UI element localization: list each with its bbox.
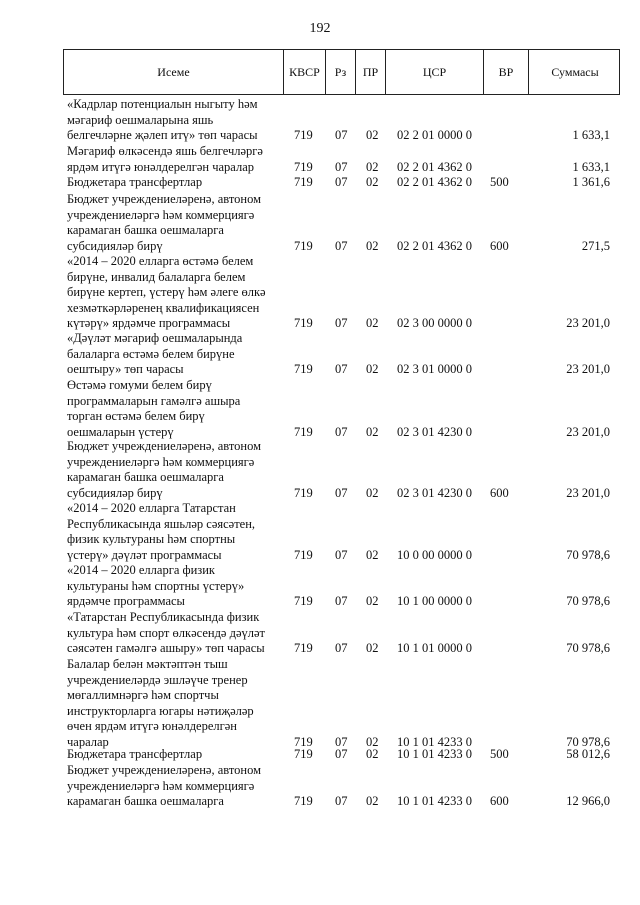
row-kvsr: 719 [294, 794, 313, 808]
row-rz: 07 [335, 485, 348, 500]
row-rz: 07 [335, 547, 348, 562]
row-rz: 07 [335, 316, 348, 330]
row-kvsr: 719 [294, 485, 313, 500]
row-name-line: чаралар [67, 734, 109, 749]
row-name-line: оештыру» төп чарасы [67, 362, 184, 376]
row-csr: 02 2 01 4362 0 [397, 159, 472, 174]
row-name-line: Республикасында яшьләр сәясәтен, [67, 516, 256, 531]
header-vr: ВР [484, 50, 529, 94]
row-name-line: ярдәм итүгә юнәлдерелгән чаралар [67, 159, 255, 174]
row-csr: 02 3 01 0000 0 [397, 362, 472, 376]
row-rz: 07 [335, 128, 348, 142]
row-name-line: Бюджетара трансфертлар [67, 747, 203, 761]
row-sum: 1 633,1 [572, 159, 610, 174]
row-kvsr: 719 [294, 175, 313, 189]
table-header [63, 49, 620, 95]
row-rz: 07 [335, 794, 348, 808]
row-name-line: «2014 – 2020 елларга физик [67, 563, 215, 577]
header-name: Исеме [64, 50, 284, 94]
row-sum: 23 201,0 [566, 362, 610, 376]
row-name [67, 657, 275, 750]
row-name-line: учреждениеләргә һәм коммерциягә [67, 207, 255, 222]
row-pr: 02 [366, 547, 379, 562]
row-csr: 10 1 01 4233 0 [397, 747, 472, 761]
row-pr: 02 [366, 641, 379, 655]
row-vr: 500 [490, 747, 509, 761]
row-name-line: Бюджет учреждениеләренә, автоном [67, 763, 262, 777]
row-name [67, 501, 275, 563]
row-name [67, 144, 275, 175]
row-name-line: торган өстәмә белем бирү [67, 409, 205, 423]
row-pr: 02 [366, 794, 379, 808]
row-csr: 02 3 00 0000 0 [397, 316, 472, 330]
row-name-line: белгечләрне җәлеп итү» төп чарасы [67, 128, 258, 142]
row-name-line: өчен ярдәм итүгә юнәлдерелгән [67, 719, 238, 733]
row-rz: 07 [335, 175, 348, 189]
row-vr: 600 [490, 794, 509, 808]
row-name [67, 192, 275, 254]
row-kvsr: 719 [294, 594, 313, 608]
row-name-line: карамаган башка оешмаларга [67, 794, 224, 808]
row-rz: 07 [335, 641, 348, 655]
row-name-line: Балалар белән мәктәптән тыш [67, 657, 228, 671]
row-vr: 500 [490, 175, 509, 189]
row-name [67, 763, 275, 810]
row-csr: 10 1 00 0000 0 [397, 594, 472, 608]
row-name-line: «2014 – 2020 елларга өстәмә белем [67, 254, 254, 268]
row-name [67, 378, 275, 440]
row-name-line: карамаган башка оешмаларга [67, 223, 224, 237]
row-kvsr: 719 [294, 159, 313, 174]
row-kvsr: 719 [294, 238, 313, 253]
row-name-line: «2014 – 2020 елларга Татарстан [67, 501, 236, 515]
row-kvsr: 719 [294, 424, 313, 439]
row-name-line: инструкторларга югары нәтиҗәләр [67, 703, 254, 718]
row-pr: 02 [366, 734, 379, 749]
header-kvsr: КВСР [284, 50, 326, 94]
row-csr: 02 2 01 0000 0 [397, 128, 472, 142]
row-pr: 02 [366, 175, 379, 189]
row-pr: 02 [366, 316, 379, 330]
row-csr: 10 0 00 0000 0 [397, 547, 472, 562]
row-sum: 1 361,6 [572, 175, 610, 189]
row-name [67, 563, 275, 610]
row-name-line: культураны һәм спортны үстерү» [67, 578, 245, 593]
row-rz: 07 [335, 238, 348, 253]
row-csr: 10 1 01 4233 0 [397, 734, 472, 749]
row-vr: 600 [490, 238, 509, 253]
row-name [67, 97, 275, 144]
row-name-line: үстерү» дәүләт программасы [67, 547, 222, 562]
row-pr: 02 [366, 238, 379, 253]
row-kvsr: 719 [294, 362, 313, 376]
row-rz: 07 [335, 734, 348, 749]
row-name-line: «Кадрлар потенциалын ныгыту һәм [67, 97, 258, 111]
row-name-line: «Татарстан Республикасында физик [67, 610, 260, 624]
row-name-line: Бюджетара трансфертлар [67, 175, 203, 189]
row-name-line: Бюджет учреждениеләренә, автоном [67, 192, 262, 206]
header-rz: Рз [326, 50, 356, 94]
row-name-line: мөгаллимнәргә һәм спортчы [67, 688, 219, 702]
row-pr: 02 [366, 362, 379, 376]
row-name-line: «Дәүләт мәгариф оешмаларында [67, 331, 243, 345]
row-name-line: Өстәмә гомуми белем бирү [67, 378, 212, 392]
row-name [67, 439, 275, 501]
row-sum: 23 201,0 [566, 424, 610, 439]
row-name-line: учреждениеләргә һәм коммерциягә [67, 778, 255, 793]
row-name [67, 254, 275, 332]
row-pr: 02 [366, 594, 379, 608]
row-rz: 07 [335, 362, 348, 376]
row-rz: 07 [335, 747, 348, 761]
row-name-line: учреждениеләргә һәм коммерциягә [67, 454, 255, 469]
row-name-line: бирүне кертеп, үстерү һәм әлеге өлкә [67, 285, 266, 299]
row-csr: 02 3 01 4230 0 [397, 424, 472, 439]
row-sum: 70 978,6 [566, 594, 610, 608]
row-name-line: программаларын гамәлгә ашыра [67, 393, 241, 408]
row-pr: 02 [366, 159, 379, 174]
row-sum: 271,5 [581, 238, 610, 253]
row-name-line: бирүне, инвалид балаларга белем [67, 269, 246, 284]
row-sum: 23 201,0 [566, 485, 610, 500]
page-number: 192 [309, 21, 331, 36]
row-pr: 02 [366, 485, 379, 500]
row-vr: 600 [490, 485, 509, 500]
header-pr: ПР [356, 50, 386, 94]
row-name [67, 175, 275, 191]
row-sum: 70 978,6 [566, 641, 610, 655]
row-name-line: ярдәмче программасы [67, 594, 185, 608]
row-name-line: балаларга өстәмә белем бирүне [67, 346, 235, 361]
row-name [67, 610, 275, 657]
row-name-line: субсидияләр бирү [67, 238, 163, 253]
row-csr: 02 2 01 4362 0 [397, 238, 472, 253]
row-sum: 70 978,6 [566, 734, 610, 749]
row-sum: 70 978,6 [566, 547, 610, 562]
row-name-line: культура һәм спорт өлкәсендә дәүләт [67, 625, 266, 640]
row-name-line: учреждениеләрдә эшләүче тренер [67, 672, 248, 687]
row-name-line: Бюджет учреждениеләренә, автоном [67, 439, 262, 453]
row-pr: 02 [366, 424, 379, 439]
row-sum: 1 633,1 [572, 128, 610, 142]
row-sum: 58 012,6 [566, 747, 610, 761]
row-sum: 12 966,0 [566, 794, 610, 808]
row-pr: 02 [366, 128, 379, 142]
row-name-line: сәясәтен гамәлгә ашыру» төп чарасы [67, 641, 265, 655]
row-name-line: физик культураны һәм спортны [67, 532, 236, 546]
row-name-line: Мәгариф өлкәсендә яшь белгечләргә [67, 144, 263, 158]
row-name [67, 331, 275, 378]
header-csr: ЦСР [386, 50, 484, 94]
row-kvsr: 719 [294, 734, 313, 749]
row-kvsr: 719 [294, 547, 313, 562]
header-sum: Суммасы [551, 65, 599, 79]
row-kvsr: 719 [294, 747, 313, 761]
row-rz: 07 [335, 424, 348, 439]
row-csr: 10 1 01 4233 0 [397, 794, 472, 808]
row-rz: 07 [335, 594, 348, 608]
row-name-line: күтәрү» ярдәмче программасы [67, 316, 231, 330]
row-csr: 02 3 01 4230 0 [397, 485, 472, 500]
row-name-line: мәгариф оешмаларына яшь [67, 112, 214, 127]
row-name-line: хезмәткәрләренең квалификациясен [67, 300, 260, 315]
row-kvsr: 719 [294, 316, 313, 330]
row-pr: 02 [366, 747, 379, 761]
row-name-line: карамаган башка оешмаларга [67, 470, 224, 484]
row-name-line: оешмаларын үстерү [67, 424, 174, 439]
row-kvsr: 719 [294, 641, 313, 655]
row-rz: 07 [335, 159, 348, 174]
row-kvsr: 719 [294, 128, 313, 142]
row-csr: 10 1 01 0000 0 [397, 641, 472, 655]
row-sum: 23 201,0 [566, 316, 610, 330]
row-name-line: субсидияләр бирү [67, 485, 163, 500]
row-name [67, 747, 275, 763]
row-csr: 02 2 01 4362 0 [397, 175, 472, 189]
